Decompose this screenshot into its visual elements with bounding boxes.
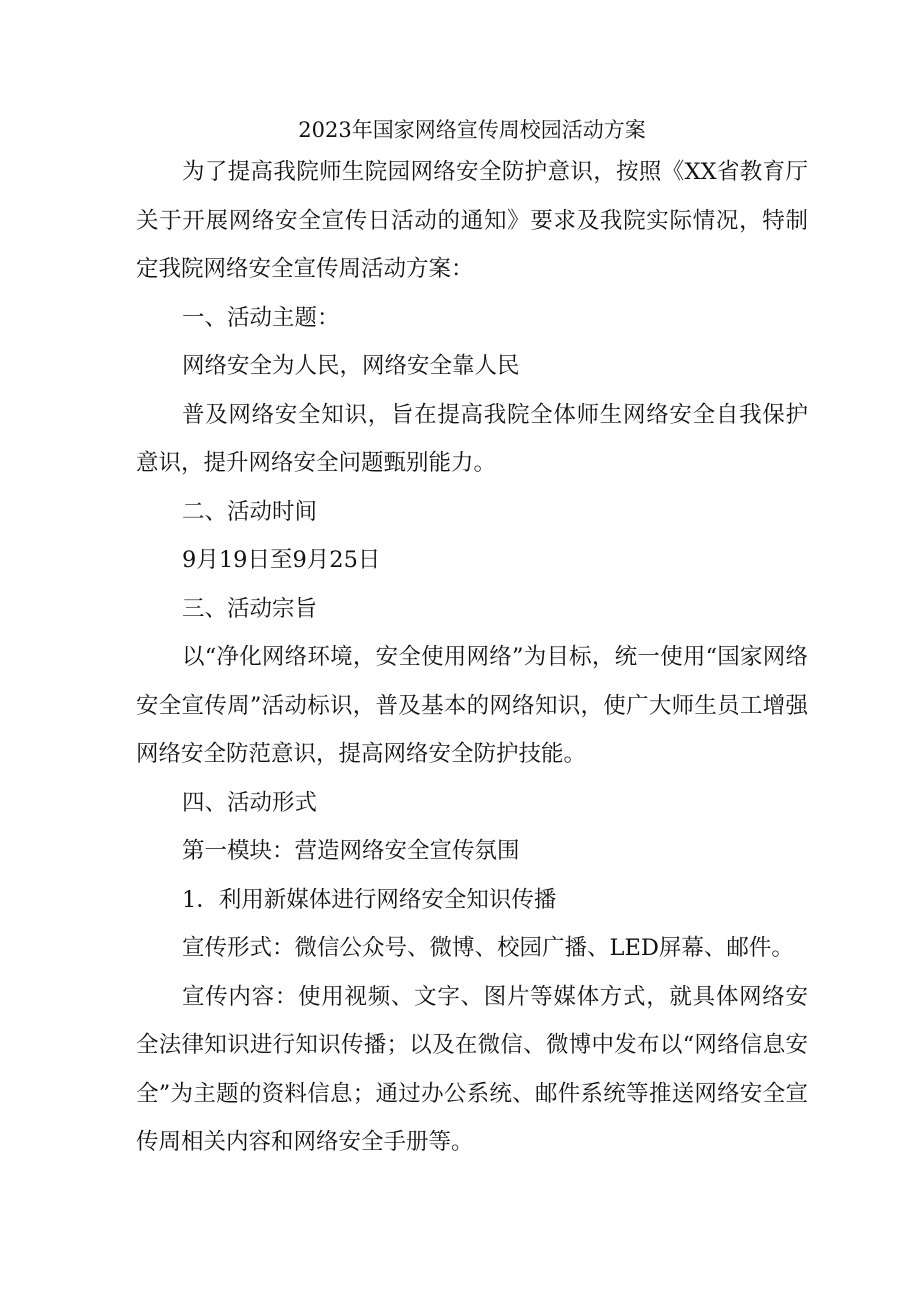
paragraph-activity-dates: 9月19日至9月25日 xyxy=(182,547,381,573)
document-body xyxy=(136,112,808,1167)
paragraph-theme-description: 普及网络安全知识，旨在提高我院全体师生网络安全自我保护意识，提升网络安全问题甄别能力。 xyxy=(136,401,808,476)
heading-activity-theme: 一、活动主题： xyxy=(182,304,340,331)
heading-activity-format: 四、活动形式 xyxy=(182,789,318,816)
heading-activity-purpose: 三、活动宗旨 xyxy=(182,595,318,622)
paragraph-intro: 为了提高我院师生院园网络安全防护意识，按照《XX省教育厅关于开展网络安全宣传日活动的通知》要求及我院实际情况，特制定我院网络安全宣传周活动方案： xyxy=(136,159,808,282)
heading-activity-time: 二、活动时间 xyxy=(182,498,318,525)
paragraph-theme-slogan: 网络安全为人民，网络安全靠人民 xyxy=(182,353,520,379)
paragraph-module-one: 第一模块：营造网络安全宣传氛围 xyxy=(182,838,520,864)
document-title: 2023年国家网络宣传周校园活动方案 xyxy=(298,118,646,142)
paragraph-item-new-media: 1．利用新媒体进行网络安全知识传播 xyxy=(182,886,557,913)
paragraph-purpose-description: 以“净化网络环境，安全使用网络”为目标，统一使用“国家网络安全宣传周”活动标识，普及基本的网络知识，使广大师生员工增强网络安全防范意识，提高网络安全防护技能。 xyxy=(136,644,808,767)
paragraph-promotion-format: 宣传形式：微信公众号、微博、校园广播、LED屏幕、邮件。 xyxy=(182,935,794,961)
paragraph-promotion-content: 宣传内容：使用视频、文字、图片等媒体方式，就具体网络安全法律知识进行知识传播；以及在微信、微博中发布以“网络信息安全”为主题的资料信息；通过办公系统、邮件系统等推送网络安全宣传周相关内容和网络安全手册等。 xyxy=(136,983,808,1155)
